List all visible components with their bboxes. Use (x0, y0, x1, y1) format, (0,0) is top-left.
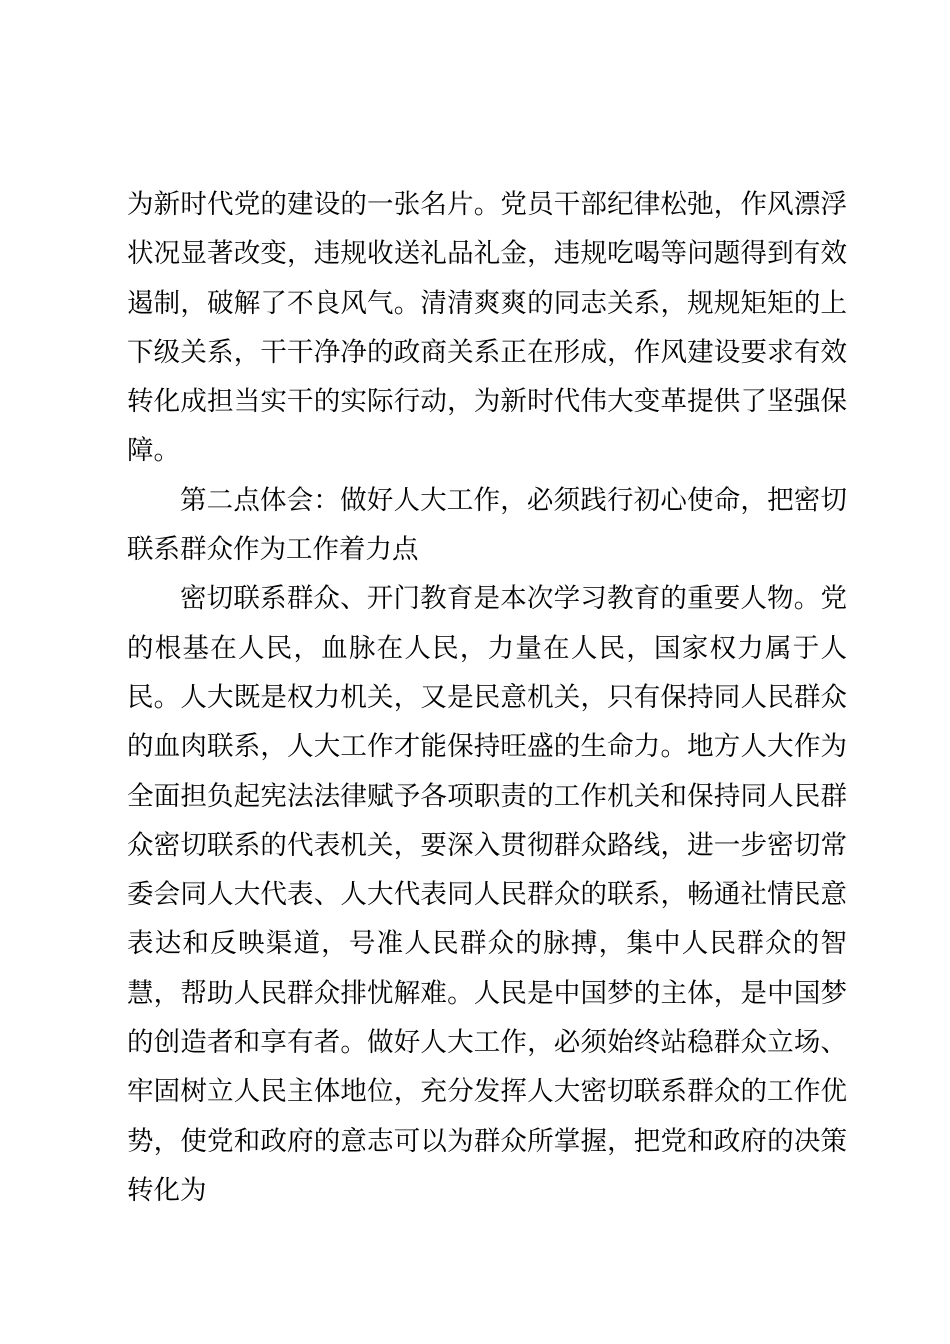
document-body (127, 180, 847, 1215)
paragraph-body: 密切联系群众、开门教育是本次学习教育的重要人物。党的根基在人民，血脉在人民，力量在人民，国家权力属于人民。人大既是权力机关，又是民意机关，只有保持同人民群众的血肉联系，人大工作才能保持旺盛的生命力。地方人大作为全面担负起宪法法律赋予各项职责的工作机关和保持同人民群众密切联系的代表机关，要深入贯彻群众路线，进一步密切常委会同人大代表、人大代表同人民群众的联系，畅通社情民意表达和反映渠道，号准人民群众的脉搏，集中人民群众的智慧，帮助人民群众排忧解难。人民是中国梦的主体，是中国梦的创造者和享有者。做好人大工作，必须始终站稳群众立场、牢固树立人民主体地位，充分发挥人大密切联系群众的工作优势，使党和政府的意志可以为群众所掌握，把党和政府的决策转化为 (127, 583, 847, 1206)
section-heading-second-point: 第二点体会：做好人大工作，必须践行初心使命，把密切联系群众作为工作着力点 (127, 484, 847, 566)
paragraph-continuation: 为新时代党的建设的一张名片。党员干部纪律松弛，作风漂浮状况显著改变，违规收送礼品礼金，违规吃喝等问题得到有效遏制，破解了不良风气。清清爽爽的同志关系，规规矩矩的上下级关系，干干净净的政商关系正在形成，作风建设要求有效转化成担当实干的实际行动，为新时代伟大变革提供了坚强保障。 (127, 189, 847, 467)
